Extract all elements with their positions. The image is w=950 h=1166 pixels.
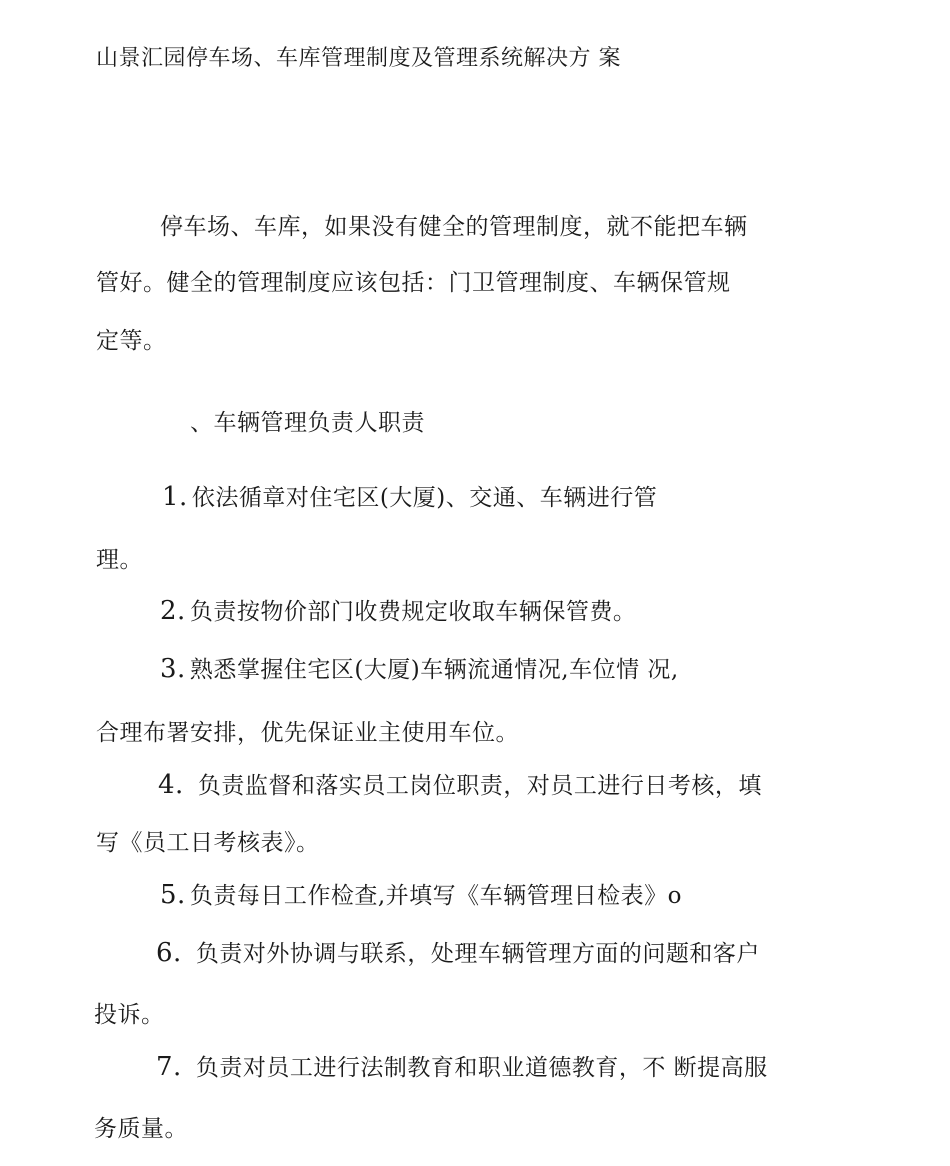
section-heading: 、车辆管理负责人职责 [190, 410, 425, 436]
list-item [156, 938, 760, 969]
list-item-continuation: 合理布署安排，优先保证业主使用车位。 [96, 720, 519, 746]
list-item-number: 3. [160, 654, 186, 684]
intro-line-1: 停车场、车库，如果没有健全的管理制度，就不能把车辆 [160, 214, 748, 240]
list-item-number: 4. [158, 770, 184, 800]
list-item-number: 1. [162, 482, 188, 512]
list-item-text: 负责对员工进行法制教育和职业道德教育，不 断提高服 [195, 1055, 768, 1081]
intro-line-3: 定等。 [96, 328, 167, 354]
list-item-number: 2. [160, 596, 186, 626]
list-item [158, 770, 762, 801]
list-item [156, 1052, 768, 1083]
list-item-number: 6. [156, 938, 182, 968]
list-item-text: 负责监督和落实员工岗位职责，对员工进行日考核，填 [197, 773, 762, 799]
list-item [160, 654, 679, 685]
list-item-number: 7. [156, 1052, 182, 1082]
list-item-text: 熟悉掌握住宅区(大厦)车辆流通情况,车位情 况, [189, 657, 679, 683]
intro-line-2: 管好。健全的管理制度应该包括：门卫管理制度、车辆保管规 [96, 270, 731, 296]
list-item-number: 5. [160, 880, 186, 910]
list-item-text: 负责按物价部门收费规定收取车辆保管费。 [189, 599, 637, 625]
list-item-continuation: 投诉。 [94, 1002, 165, 1028]
list-item [162, 482, 657, 513]
list-item-text: 依法循章对住宅区(大厦)、交通、车辆进行管 [191, 485, 658, 511]
document-title: 山景汇园停车场、车库管理制度及管理系统解决方 案 [96, 46, 621, 71]
list-item-continuation: 理。 [96, 547, 143, 573]
list-item-text: 负责每日工作检查,并填写《车辆管理日检表》o [189, 883, 682, 909]
list-item [160, 880, 682, 911]
list-item-text: 负责对外协调与联系，处理车辆管理方面的问题和客户 [195, 941, 760, 967]
list-item-continuation: 写《员工日考核表》。 [96, 830, 320, 856]
list-item [160, 596, 636, 627]
list-item-continuation: 务质量。 [94, 1116, 188, 1142]
